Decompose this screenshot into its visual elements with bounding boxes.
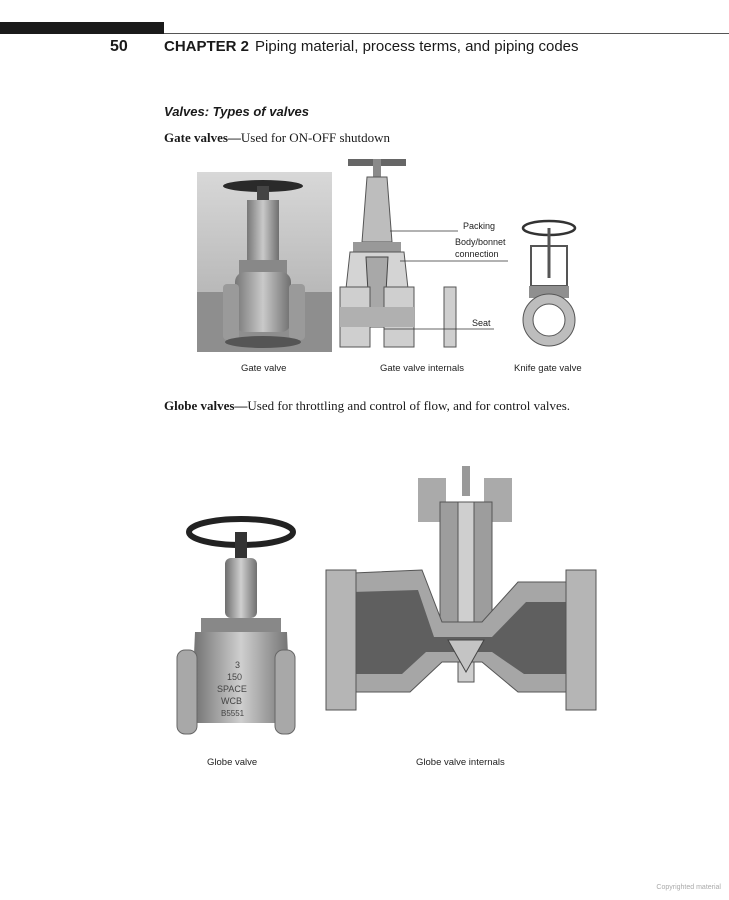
caption-knife-gate-valve: Knife gate valve: [514, 363, 582, 374]
gate-valve-photo: [197, 172, 332, 352]
caption-gate-valve-internals: Gate valve internals: [380, 363, 464, 374]
caption-globe-valve-internals: Globe valve internals: [416, 757, 505, 768]
casting-mark-size: 3: [235, 660, 241, 670]
gate-valve-internals-drawing: [340, 157, 460, 352]
section-title: Valves: Types of valves: [164, 104, 310, 119]
chapter-title: Piping material, process terms, and piping codes: [255, 38, 579, 55]
globe-valves-text: Used for throttling and control of flow, and for control valves.: [247, 398, 571, 413]
caption-gate-valve: Gate valve: [241, 363, 287, 374]
gate-valves-text: Used for ON-OFF shutdown: [240, 130, 391, 145]
page-number: 50: [110, 38, 128, 55]
copyright-notice: Copyrighted material: [656, 884, 721, 891]
casting-mark-code: B5551: [221, 709, 245, 718]
globe-valve-drawing: [175, 518, 300, 748]
globe-valves-lead: Globe valves—: [164, 398, 248, 413]
seat-callout: Seat: [472, 318, 491, 328]
casting-mark-class: 150: [227, 672, 243, 682]
casting-mark-brand: SPACE: [217, 684, 247, 694]
header-rule: [164, 33, 729, 34]
body-bonnet-callout-line1: Body/bonnet: [455, 237, 506, 247]
gate-valves-lead: Gate valves—: [164, 130, 241, 145]
packing-callout: Packing: [463, 221, 496, 231]
globe-valves-paragraph: [164, 398, 570, 414]
body-bonnet-callout-line2: connection: [455, 249, 499, 259]
caption-globe-valve: Globe valve: [207, 757, 258, 768]
knife-gate-valve-drawing: [517, 218, 582, 353]
casting-mark-material: WCB: [221, 696, 242, 706]
gate-valves-paragraph: [164, 130, 390, 146]
chapter-heading: [164, 38, 579, 55]
chapter-label: CHAPTER 2: [164, 38, 250, 55]
header-bar: [0, 22, 164, 34]
globe-valve-internals-drawing: [322, 462, 600, 730]
